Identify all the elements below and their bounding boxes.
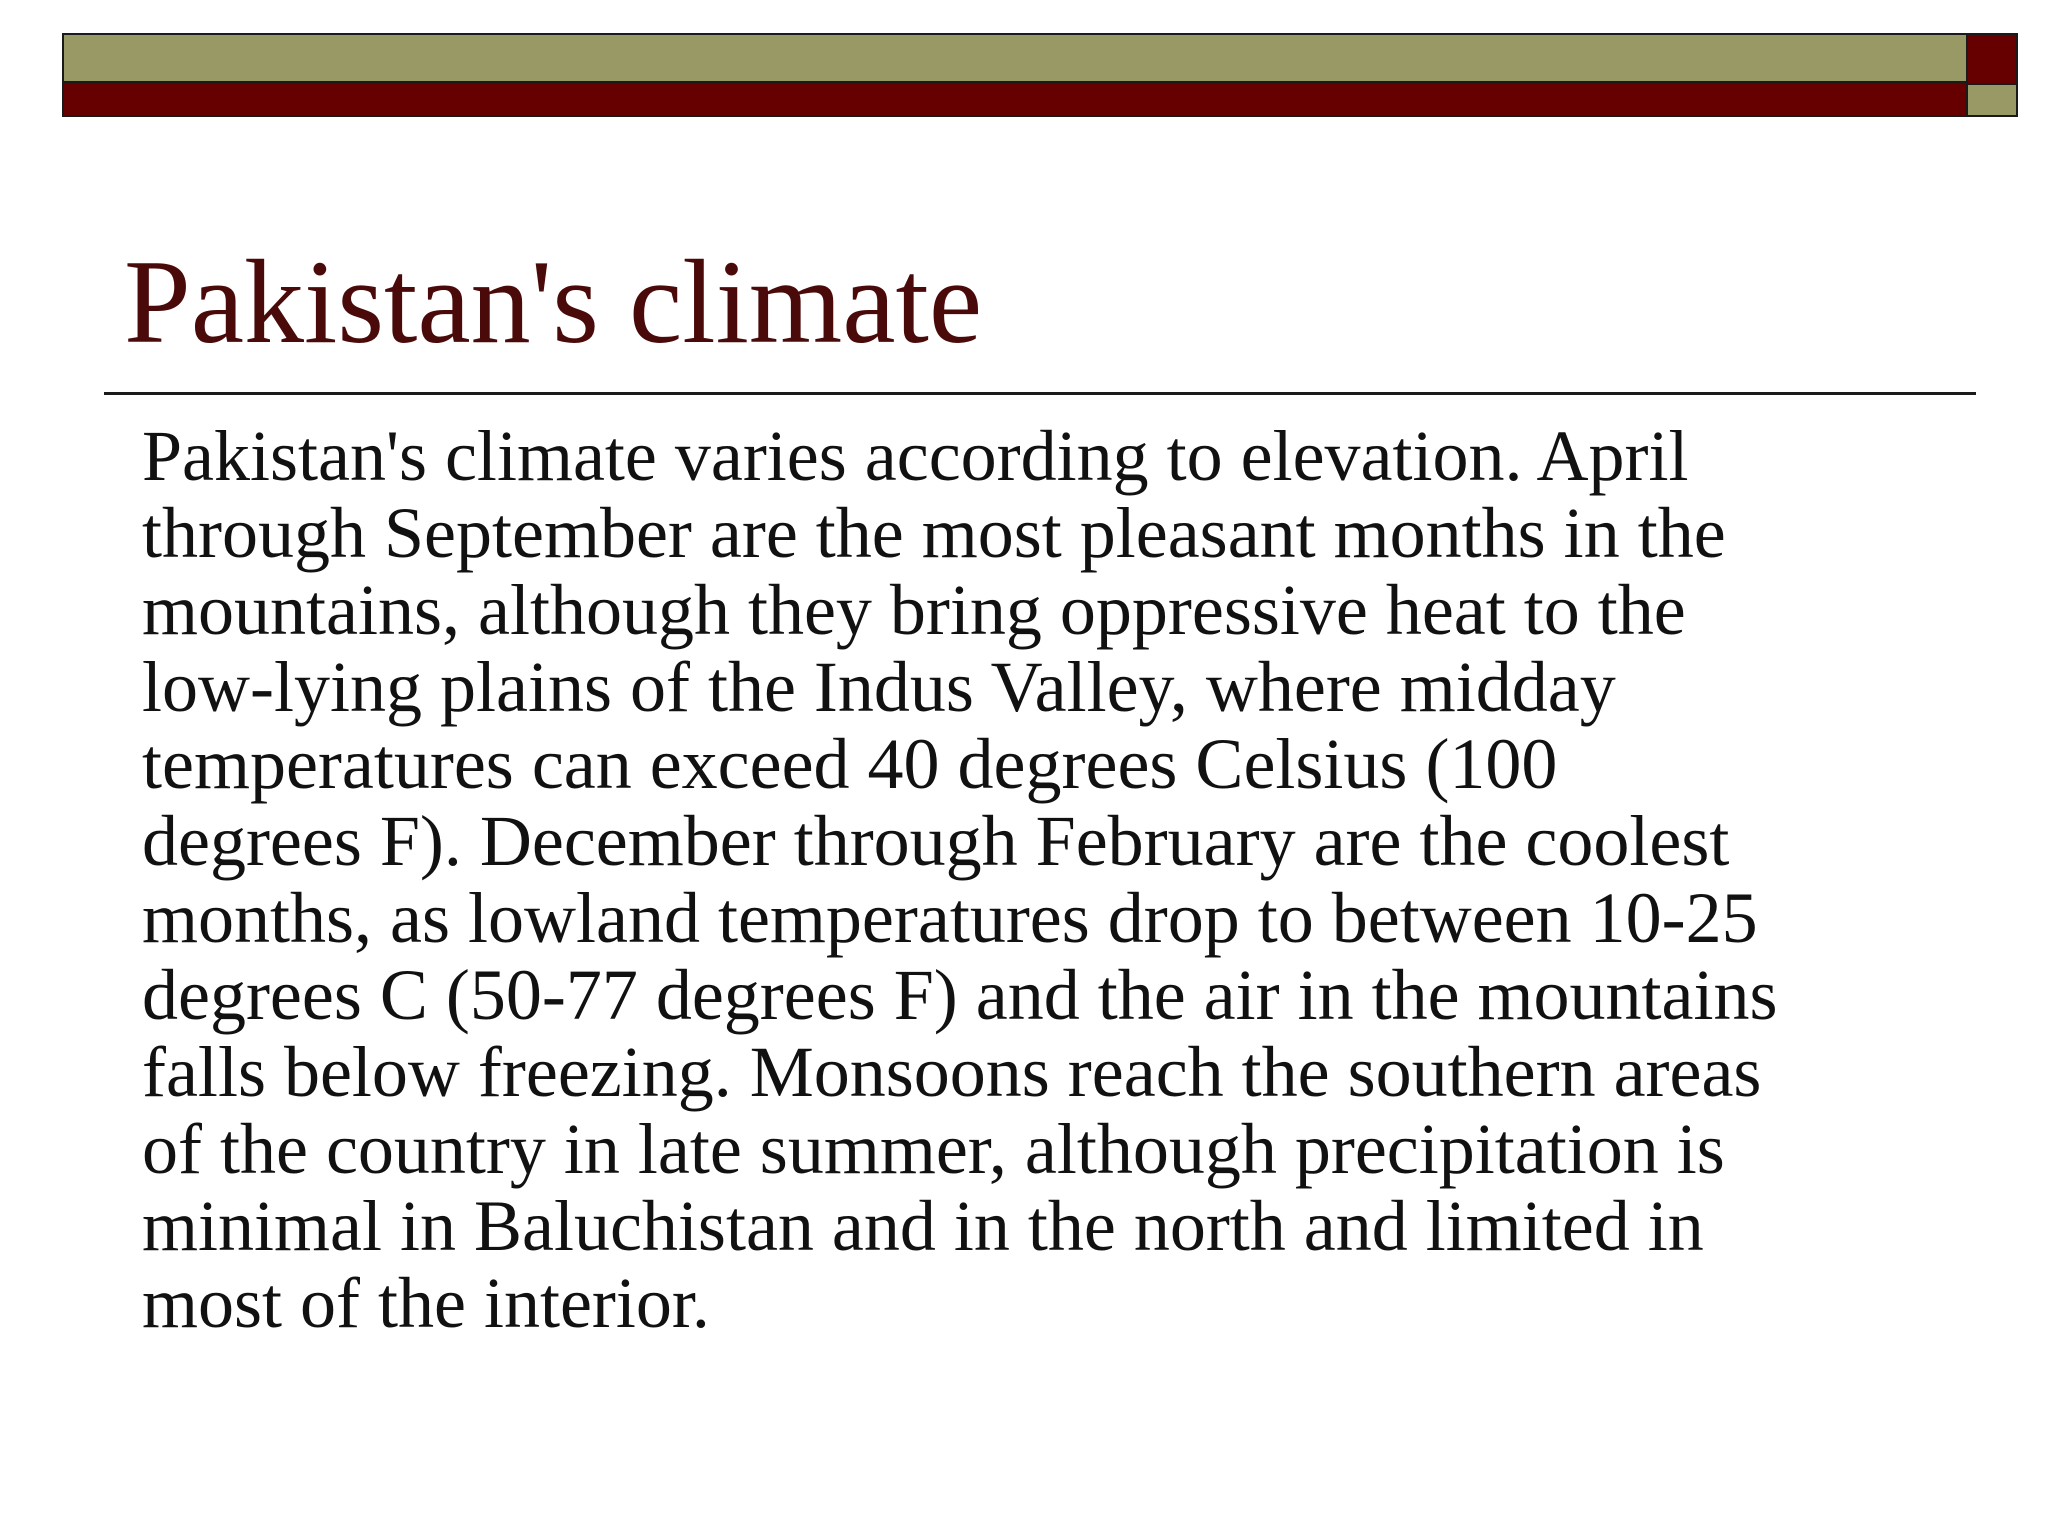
header-corner-square-maroon xyxy=(1966,33,2018,85)
body-line: months, as lowland temperatures drop to between 10-25 xyxy=(142,878,1758,958)
title-divider xyxy=(104,392,1976,395)
header-band-olive xyxy=(62,33,1968,83)
body-line: degrees C (50-77 degrees F) and the air in the mountains xyxy=(142,955,1778,1035)
body-line: degrees F). December through February are the coolest xyxy=(142,801,1730,881)
body-line: through September are the most pleasant months in the xyxy=(142,493,1726,573)
header-band-maroon xyxy=(62,81,1968,117)
body-line: falls below freezing. Monsoons reach the southern areas xyxy=(142,1032,1762,1112)
body-line: minimal in Baluchistan and in the north and limited in xyxy=(142,1186,1704,1266)
slide-body xyxy=(142,418,1972,1342)
body-line: Pakistan's climate varies according to elevation. April xyxy=(142,416,1689,496)
slide-title: Pakistan's climate xyxy=(124,235,983,368)
body-line: low-lying plains of the Indus Valley, where midday xyxy=(142,647,1616,727)
body-line: temperatures can exceed 40 degrees Celsius (100 xyxy=(142,724,1558,804)
body-line: of the country in late summer, although precipitation is xyxy=(142,1109,1725,1189)
body-line: mountains, although they bring oppressive heat to the xyxy=(142,570,1686,650)
body-line: most of the interior. xyxy=(142,1263,710,1343)
header-corner-square-olive xyxy=(1966,83,2018,117)
